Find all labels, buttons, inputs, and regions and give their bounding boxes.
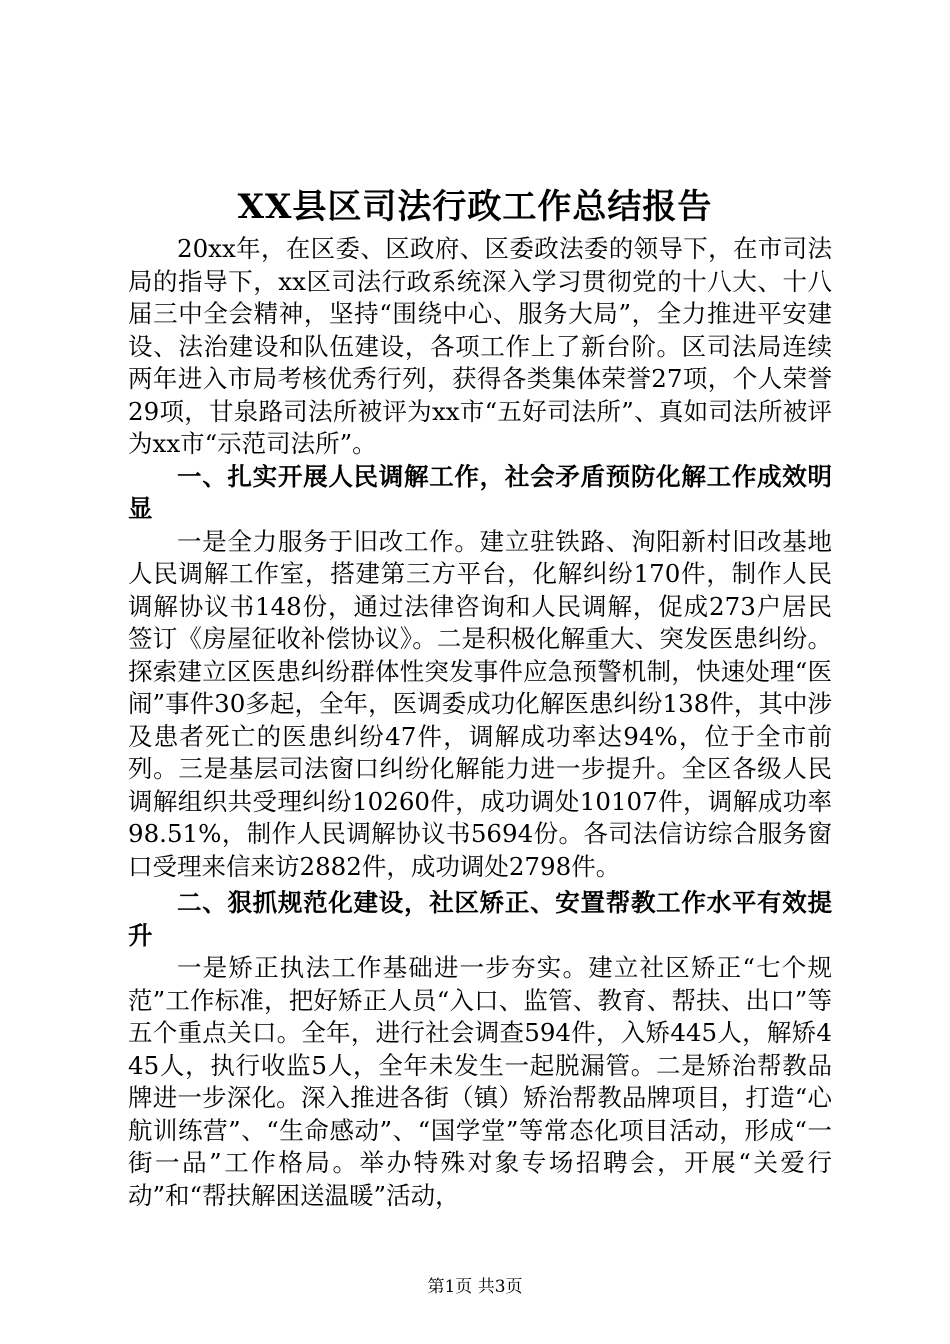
section2-paragraph: 一是矫正执法工作基础进一步夯实。建立社区矫正“七个规范”工作标准，把好矫正人员“入口、监管、教育、帮扶、出口”等五个重点关口。全年，进行社会调查594件，入矫445人，解矫445人，执行收监5人，全年未发生一起脱漏管。二是矫治帮教品牌进一步深化。深入推进各街（镇）矫治帮教品牌项目，打造“心航训练营”、“生命感动”、“国学堂”等常态化项目活动，形成“一街一品”工作格局。举办特殊对象专场招聘会，开展“关爱行动”和“帮扶解困送温暖”活动， xyxy=(128,953,832,1210)
section1-heading: 一、扎实开展人民调解工作，社会矛盾预防化解工作成效明显 xyxy=(128,461,832,523)
section1-paragraph: 一是全力服务于旧改工作。建立驻铁路、洵阳新村旧改基地人民调解工作室，搭建第三方平台，化解纠纷170件，制作人民调解协议书148份，通过法律咨询和人民调解，促成273户居民签订《房屋征收补偿协议》。二是积极化解重大、突发医患纠纷。探索建立区医患纠纷群体性突发事件应急预警机制，快速处理“医闹”事件30多起，全年，医调委成功化解医患纠纷138件，其中涉及患者死亡的医患纠纷47件，调解成功率达94%，位于全市前列。三是基层司法窗口纠纷化解能力进一步提升。全区各级人民调解组织共受理纠纷10260件，成功调处10107件，调解成功率98.51%，制作人民调解协议书5694份。各司法信访综合服务窗口受理来信来访2882件，成功调处2798件。 xyxy=(128,526,832,881)
document-title: XX县区司法行政工作总结报告 xyxy=(237,187,713,227)
page-footer: 第1页 共3页 xyxy=(427,1277,523,1297)
intro-paragraph: 20xx年，在区委、区政府、区委政法委的领导下，在市司法局的指导下，xx区司法行政系统深入学习贯彻党的十八大、十八届三中全会精神，坚持“围绕中心、服务大局”，全力推进平安建设、法治建设和队伍建设，各项工作上了新台阶。区司法局连续两年进入市局考核优秀行列，获得各类集体荣誉27项，个人荣誉29项，甘泉路司法所被评为xx市“五好司法所”、真如司法所被评为xx市“示范司法所”。 xyxy=(128,234,832,458)
section2-heading: 二、狠抓规范化建设，社区矫正、安置帮教工作水平有效提升 xyxy=(128,888,832,950)
document-body xyxy=(128,233,832,1212)
